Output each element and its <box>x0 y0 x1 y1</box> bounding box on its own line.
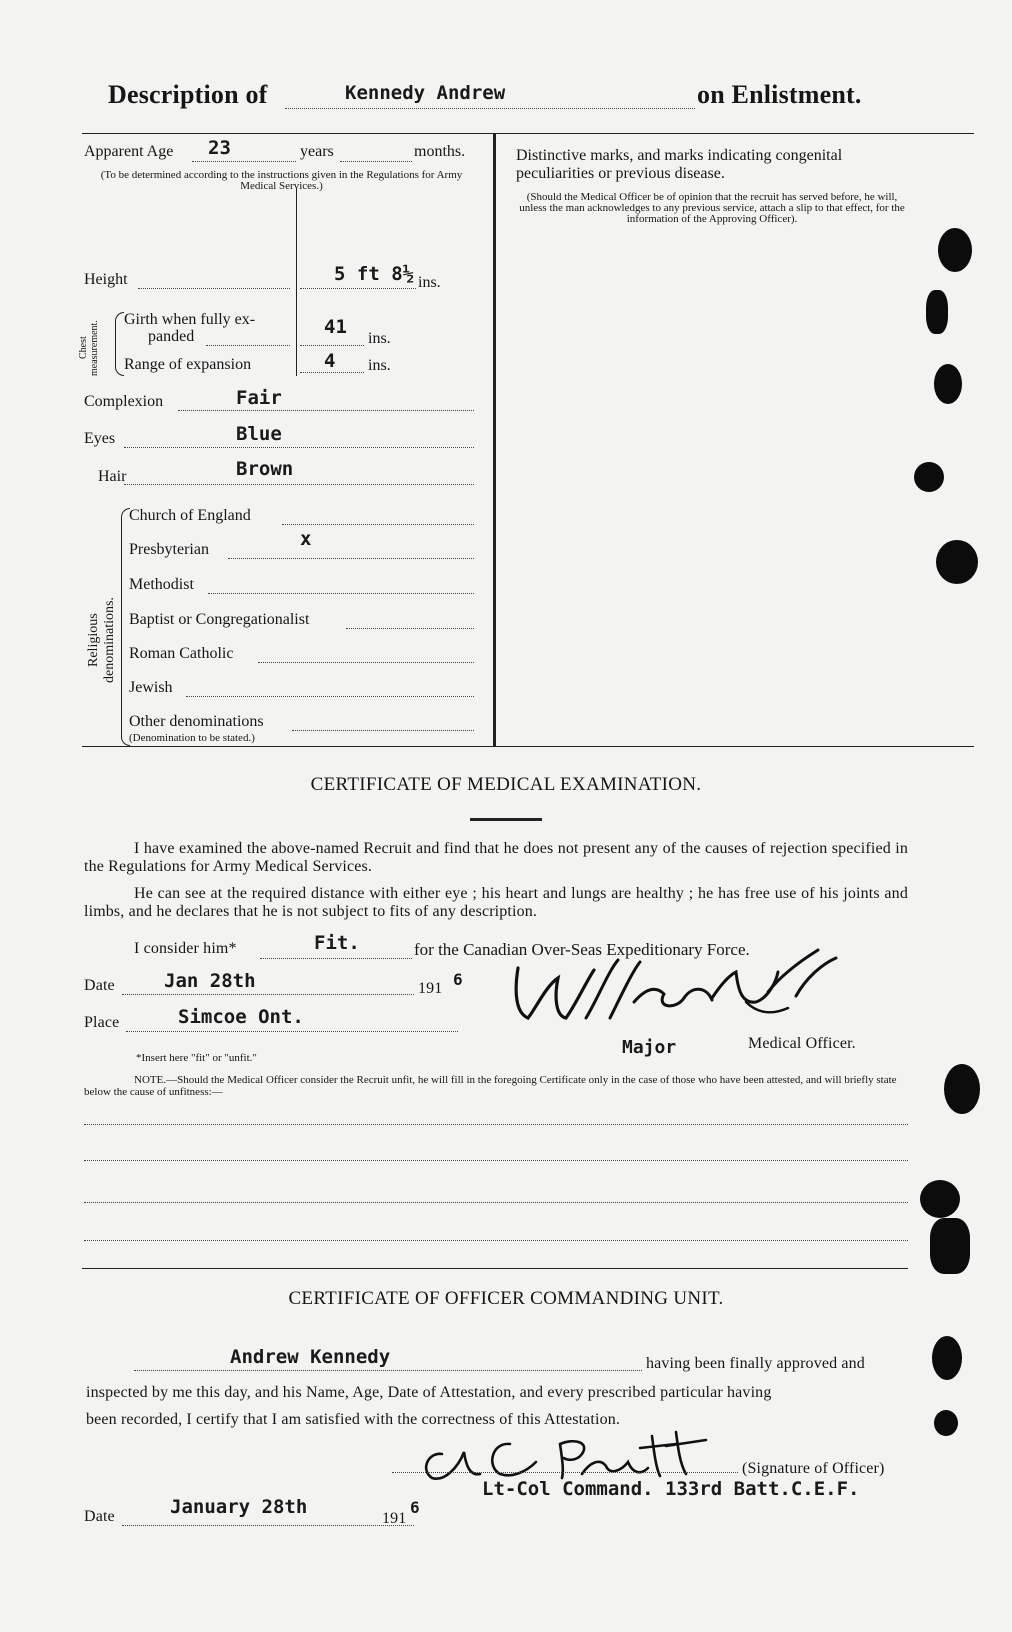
marks-note: (Should the Medical Officer be of opinion that the recruit has served before, he will, unless the man acknowledges to any previous service, attach a slip to that effect, for the information of the Approving Officer). <box>519 191 905 225</box>
commanding-date-value[interactable]: January 28th <box>170 1496 308 1518</box>
height-dotline <box>138 288 290 289</box>
section-rule-2 <box>82 1268 908 1269</box>
medical-para-1: I have examined the above-named Recruit and find that he does not present any of the causes of rejection specified in the Regulations for Army Medical Services. <box>84 840 908 875</box>
eyes-value[interactable]: Blue <box>236 423 282 445</box>
medical-para-2: He can see at the required distance with either eye ; his heart and lungs are healthy ; he has free use of his joints and limbs, and he declares that he is not subject to fits of any description. <box>84 885 908 920</box>
title-suffix: on Enlistment. <box>697 80 862 109</box>
religion-presbyterian: Presbyterian <box>129 541 209 558</box>
girth-value-line <box>300 345 364 346</box>
binding-mark <box>934 1410 958 1436</box>
religion-line-5 <box>186 696 474 697</box>
hair-label: Hair <box>98 468 127 485</box>
fitness-value[interactable]: Fit. <box>314 932 360 954</box>
consider-line <box>260 958 412 959</box>
height-label: Height <box>84 271 128 288</box>
months-label: months. <box>414 143 466 160</box>
religion-line-3 <box>346 628 474 629</box>
signature-line <box>392 1472 738 1473</box>
medical-cert-title: CERTIFICATE OF MEDICAL EXAMINATION. <box>310 774 702 795</box>
chest-side-label: Chest measurement. <box>78 320 100 376</box>
insert-note: *Insert here "fit" or "unfit." <box>136 1052 257 1064</box>
place-value[interactable]: Simcoe Ont. <box>178 1006 304 1028</box>
binding-mark <box>938 228 972 272</box>
religion-other: Other denominations <box>129 713 264 730</box>
years-label: years <box>300 143 334 160</box>
religion-church-of-england: Church of England <box>129 507 251 524</box>
age-label: Apparent Age <box>84 143 174 160</box>
height-value[interactable]: 5 ft 8½ <box>334 263 415 285</box>
girth-dotline <box>206 345 290 346</box>
medical-title-rule <box>470 818 542 821</box>
religion-side-label: Religious denominations. <box>86 597 117 683</box>
medical-rank-value[interactable]: Major <box>622 1037 677 1058</box>
religion-roman-catholic: Roman Catholic <box>129 645 234 662</box>
binding-mark <box>914 462 944 492</box>
months-line <box>340 161 412 162</box>
range-ins-label: ins. <box>368 357 391 374</box>
consider-label: I consider him* <box>134 940 237 957</box>
name-line <box>285 108 695 109</box>
girth-label-1: Girth when fully ex- <box>124 311 256 328</box>
binding-mark <box>934 364 962 404</box>
religion-line-2 <box>208 593 474 594</box>
top-rule <box>82 133 974 134</box>
signature-label: (Signature of Officer) <box>742 1460 885 1477</box>
binding-mark <box>920 1180 960 1218</box>
medical-date-label: Date <box>84 977 115 994</box>
complexion-line <box>178 410 474 411</box>
age-note: (To be determined according to the instructions given in the Regulations for Army Medical Services.) <box>100 169 463 192</box>
commanding-line-2: inspected by me this day, and his Name, Age, Date of Attestation, and every prescribed particular having <box>86 1384 772 1401</box>
height-ins-label: ins. <box>418 274 441 291</box>
place-line <box>126 1031 458 1032</box>
religion-presbyterian-mark[interactable]: x <box>300 528 312 550</box>
binding-mark <box>944 1064 980 1114</box>
age-line <box>192 161 296 162</box>
hair-value[interactable]: Brown <box>236 458 294 480</box>
commanding-date-line <box>122 1525 414 1526</box>
medical-year-digit[interactable]: 6 <box>453 970 463 989</box>
section-rule-1 <box>82 746 974 747</box>
height-value-line <box>300 288 416 289</box>
commanding-year-prefix: 191 <box>382 1510 407 1527</box>
title-prefix: Description of <box>108 80 268 109</box>
eyes-line <box>124 447 474 448</box>
force-label: for the Canadian Over-Seas Expeditionary Force. <box>414 940 750 959</box>
religion-line-6 <box>292 730 474 731</box>
recruit-name-field[interactable]: Kennedy Andrew <box>345 82 506 104</box>
religion-methodist: Methodist <box>129 576 194 593</box>
unfit-note: NOTE.—Should the Medical Officer consider the Recruit unfit, he will fill in the foregoing Certificate only in the case of those who have been attested, and will briefly state below the cause of unfitness:— <box>84 1074 897 1098</box>
religion-jewish: Jewish <box>129 679 173 696</box>
unfitness-line-1[interactable] <box>84 1124 908 1125</box>
commanding-cert-title: CERTIFICATE OF OFFICER COMMANDING UNIT. <box>288 1288 724 1309</box>
recruit-name-line <box>134 1370 642 1371</box>
eyes-label: Eyes <box>84 430 116 447</box>
chest-brace <box>115 312 124 376</box>
religion-line-0 <box>282 524 474 525</box>
range-value-line <box>300 372 364 373</box>
complexion-value[interactable]: Fair <box>236 387 282 409</box>
column-divider <box>493 133 496 746</box>
unfitness-line-2[interactable] <box>84 1160 908 1161</box>
commanding-line-3: been recorded, I certify that I am satisfied with the correctness of this Attestation. <box>86 1411 621 1428</box>
unfitness-line-3[interactable] <box>84 1202 908 1203</box>
commanding-year-digit[interactable]: 6 <box>410 1498 420 1517</box>
binding-mark <box>930 1218 970 1274</box>
medical-date-value[interactable]: Jan 28th <box>164 970 256 992</box>
binding-mark <box>936 540 978 584</box>
denomination-note: (Denomination to be stated.) <box>129 732 255 744</box>
commanding-date-label: Date <box>84 1508 115 1525</box>
height-divider <box>296 188 297 376</box>
place-label: Place <box>84 1014 120 1031</box>
commanding-officer-title[interactable]: Lt-Col Command. 133rd Batt.C.E.F. <box>482 1478 860 1500</box>
religion-line-1 <box>228 558 474 559</box>
medical-date-line <box>122 994 414 995</box>
medical-officer-signature <box>506 938 856 1038</box>
complexion-label: Complexion <box>84 393 164 410</box>
commanding-recruit-name[interactable]: Andrew Kennedy <box>230 1346 391 1368</box>
marks-heading: Distinctive marks, and marks indicating congenital peculiarities or previous disease. <box>516 147 843 182</box>
hair-line <box>124 484 474 485</box>
medical-year-prefix: 191 <box>418 980 443 997</box>
age-value[interactable]: 23 <box>208 137 231 159</box>
medical-officer-label: Medical Officer. <box>748 1035 856 1052</box>
range-label: Range of expansion <box>124 356 252 373</box>
religion-baptist: Baptist or Congregationalist <box>129 611 310 628</box>
unfitness-line-4[interactable] <box>84 1240 908 1241</box>
girth-value[interactable]: 41 <box>324 316 347 338</box>
girth-ins-label: ins. <box>368 330 391 347</box>
binding-mark <box>926 290 948 334</box>
religion-line-4 <box>258 662 474 663</box>
binding-mark <box>932 1336 962 1380</box>
approved-label: having been finally approved and <box>646 1355 865 1372</box>
range-value[interactable]: 4 <box>324 350 336 372</box>
girth-label-2: panded <box>148 328 195 345</box>
